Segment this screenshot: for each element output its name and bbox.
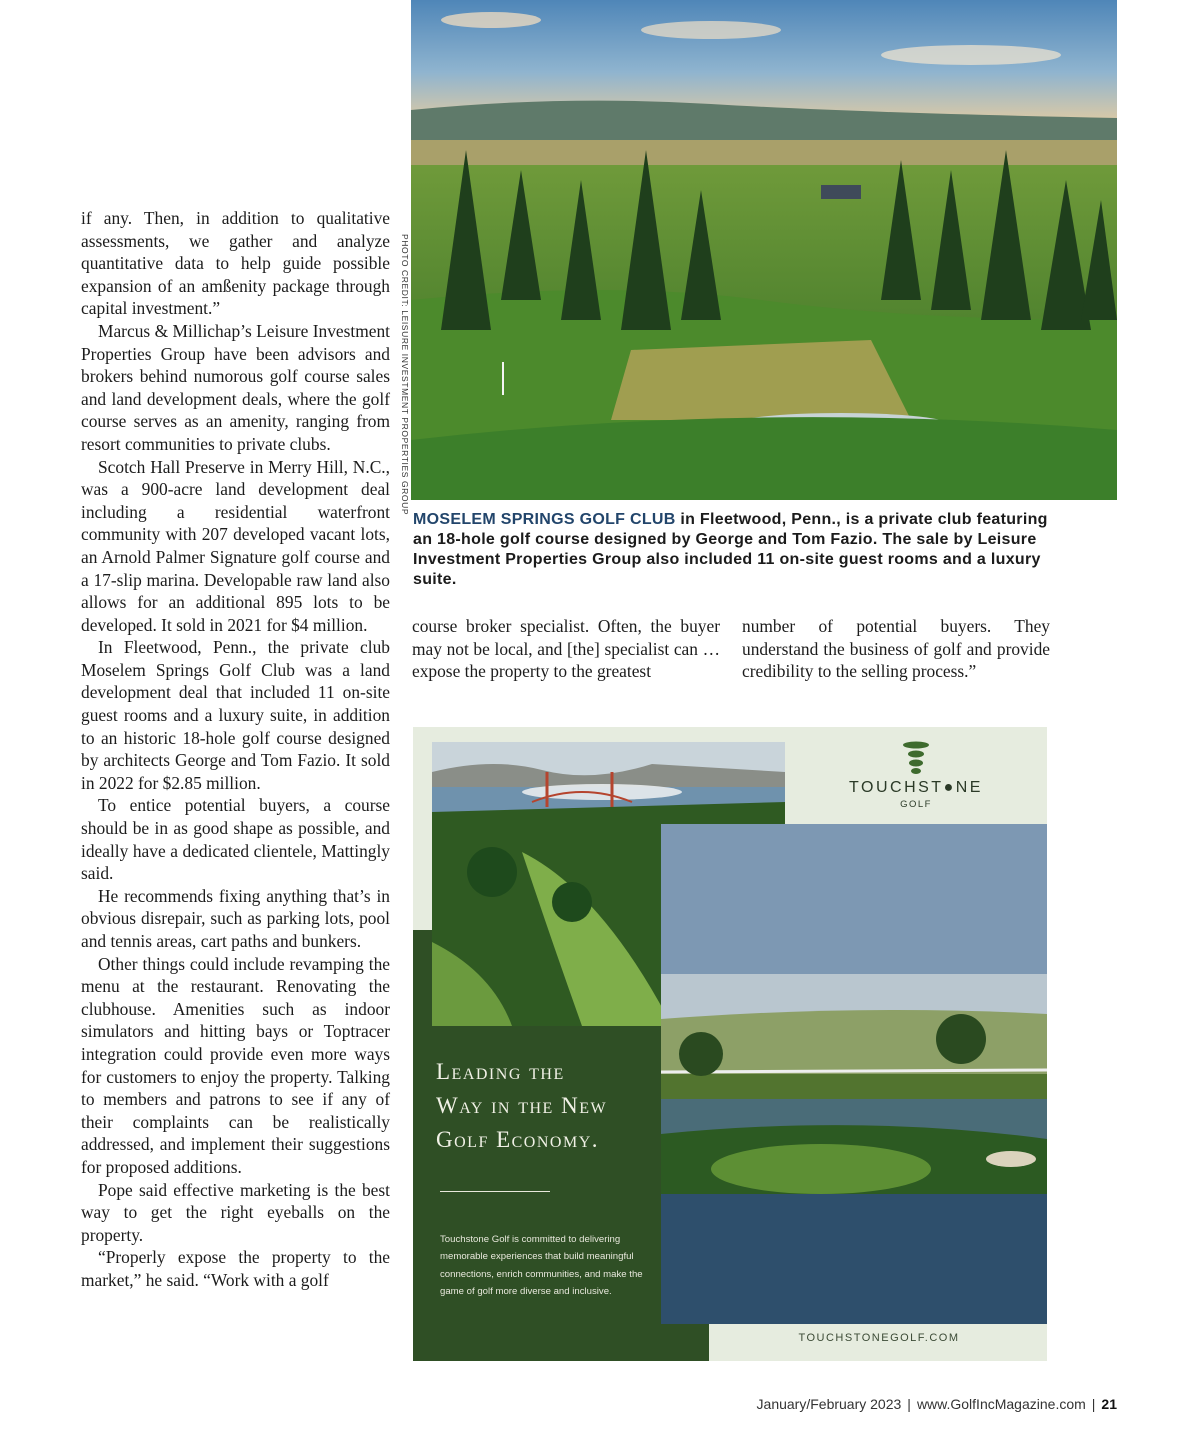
headline-line: Golf Economy. [436,1127,600,1152]
article-paragraph: In Fleetwood, Penn., the private club Moselem Springs Golf Club was a land development deal that included 11 on-site guest rooms and a luxury suite, in addition to an historic 18-hole golf course designed by architects George and Tom Fazio. It sold in 2022 for $2.85 million. [81,637,390,793]
headline-line: Way in the New [436,1093,608,1118]
photo-caption [413,510,1063,590]
article-paragraph: To entice potential buyers, a course should be in as good shape as possible, and ideally have a dedicated clientele, Mattingly said. [81,795,390,884]
article-paragraph: if any. Then, in addition to qualitative assessments, we gather and analyze quantitative data to help guide possible expansion of an amßenity package through capital investment.” [81,208,390,319]
photo-credit: PHOTO CREDIT: LEISURE INVESTMENT PROPERTIES GROUP [400,234,410,516]
article-paragraph: Marcus & Millichap’s Leisure Investment Properties Group have been advisors and brokers behind numorous golf course sales and land development deals, where the golf course serves as an amenity, ranging from resort communities to private clubs. [81,320,390,454]
article-paragraph: course broker specialist. Often, the buyer may not be local, and [the] specialist can … expose the property to the greatest [412,616,720,682]
caption-text: in Fleetwood, Penn., is a private club featuring an 18-hole golf course designed by George and Tom Fazio. The sale by Leisure Investment Properties Group also included 11 on-site guest rooms and a luxury suite. [413,511,1048,588]
touchstone-logo [785,727,1047,824]
caption-highlight: MOSELEM SPRINGS GOLF CLUB [413,511,676,528]
issue-date: January/February 2023 [756,1396,902,1412]
article-paragraph: “Properly expose the property to the market,” he said. “Work with a golf [81,1247,390,1290]
article-column-right [742,615,1050,683]
article-paragraph: number of potential buyers. They understand the business of golf and provide credibility to the selling process.” [742,616,1050,682]
article-paragraph: Scotch Hall Preserve in Merry Hill, N.C., was a 900-acre land development deal including a residential waterfront community with 207 developed vacant lots, an Arnold Palmer Signature golf course and a 17-slip marina. Developable raw land also allows for an additional 895 lots to be developed. It sold in 2021 for $4 million. [81,456,390,635]
headline-line: Leading the [436,1059,565,1084]
ad-website-link[interactable]: TOUCHSTONEGOLF.COM [798,1332,960,1344]
ad-photo-lake-green [661,824,1047,1324]
page-number: 21 [1101,1396,1117,1412]
article-paragraph: Pope said effective marketing is the best way to get the right eyeballs on the property. [81,1179,390,1245]
website-link[interactable]: www.GolfIncMagazine.com [916,1396,1086,1412]
ad-body-text: Touchstone Golf is committed to delivering memorable experiences that build meaningful connections, enrich communities, and make the game of golf more diverse and inclusive. [440,1234,643,1297]
article-column-middle [412,615,720,683]
stacked-stones-icon [901,741,931,775]
golf-course-photo [411,0,1117,500]
article-paragraph: He recommends fixing anything that’s in obvious disrepair, such as parking lots, pool and tennis areas, cart paths and bunkers. [81,885,390,951]
ad-headline [436,1055,666,1157]
page-footer: January/February 2023 | www.GolfIncMagazine.com | 21 [756,1396,1117,1412]
touchstone-advertisement[interactable] [413,727,1047,1361]
brand-subtitle: GOLF [900,799,932,810]
article-paragraph: Other things could include revamping the menu at the restaurant. Renovating the clubhouse. Amenities such as indoor simulators and hitting bays or Toptracer integration could provide even more ways for customers to enjoy the property. Talking to members and patrons to see if any of their complaints can be realistically addressed, and implement their suggestions for proposed additions. [81,953,390,1177]
divider [440,1191,550,1192]
brand-name: TOUCHST●NE [849,779,983,796]
article-column-left [81,207,390,1292]
